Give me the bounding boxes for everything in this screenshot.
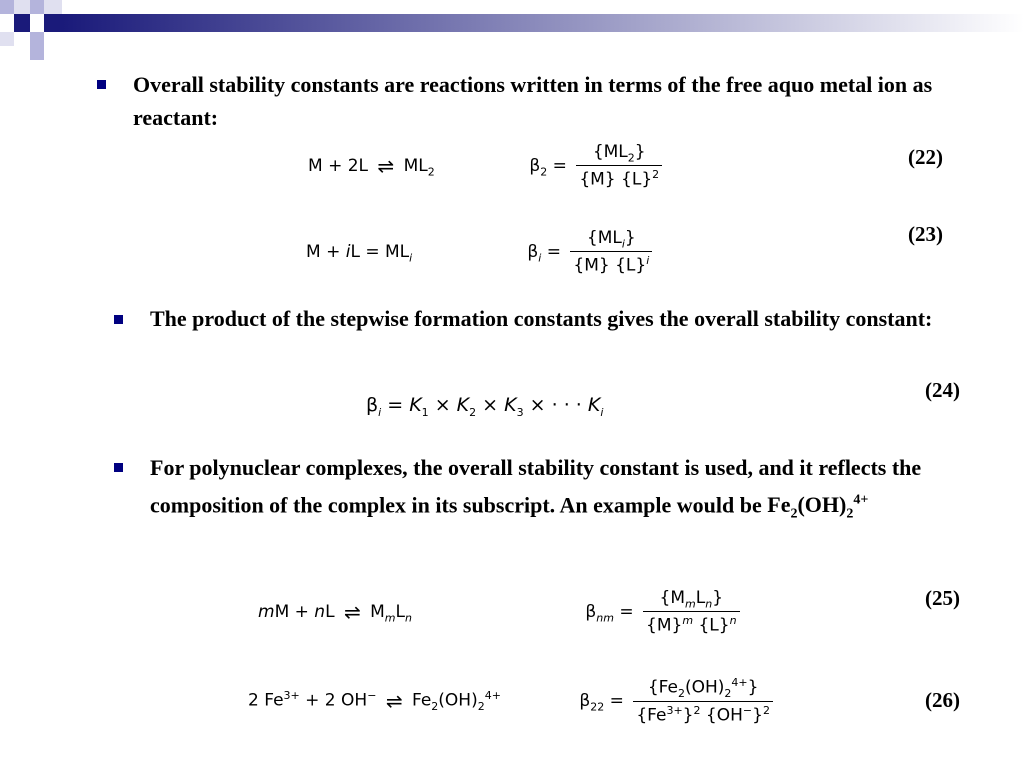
equation-23 <box>306 228 652 276</box>
deco-square <box>30 46 44 60</box>
header-gradient-bar <box>62 14 1024 32</box>
bullet-text-polynuclear-body: For polynuclear complexes, the overall stability constant is used, and it reflects the composition of the complex in its subscript. An example would be <box>150 455 922 518</box>
equation-number-24: (24) <box>925 378 960 402</box>
bullet-text-polynuclear <box>150 451 980 531</box>
equation-number-26: (26) <box>925 688 960 712</box>
equation-25 <box>258 588 740 636</box>
deco-square <box>0 32 14 46</box>
header-decoration <box>0 0 1024 60</box>
deco-square <box>14 14 30 32</box>
deco-square <box>0 0 14 14</box>
equation-24: $\beta_i = K_1 \times K_2 \times K_3$ × · · · $K_i$ <box>366 394 604 419</box>
bullet-text-overall-stability: Overall stability constants are reactions written in terms of the free aquo metal ion as reactant: <box>133 72 933 130</box>
example-formula: $Fe_2(OH)_2^{4+}$ <box>767 492 869 522</box>
equation-number-22: (22) <box>908 145 943 169</box>
eq25-fraction: $\frac{\{M_mL_n\}}{\{M\}^m \{L\}^n}$ <box>643 588 740 636</box>
deco-square <box>44 14 62 32</box>
equation-number-25: (25) <box>925 586 960 610</box>
eq26-fraction: $\frac{\{Fe_2(OH)_2^{4+}\}}{\{Fe^{3+}\}^2 \{OH^-\}^2}$ <box>633 676 773 726</box>
deco-square <box>30 14 44 32</box>
eq22-reaction: M + 2L ⇌ $ML_2$ <box>308 154 435 179</box>
bullet-marker <box>114 463 123 472</box>
bullet-marker <box>114 315 123 324</box>
deco-square <box>44 0 62 14</box>
equation-26 <box>248 676 773 726</box>
eq25-beta: $\beta_{nm}$ = <box>585 602 634 625</box>
eq26-reaction: 2 $Fe^{3+} + 2$ OH− ⇌ $Fe_2(OH)_2^{4+}$ <box>248 688 501 714</box>
bullet-marker <box>97 80 106 89</box>
bullet-text-product-stepwise: The product of the stepwise formation constants gives the overall stability constant: <box>150 306 933 331</box>
equation-number-23: (23) <box>908 222 943 246</box>
eq23-reaction: M + iL = $ML_i$ <box>306 242 413 265</box>
eq26-beta: $\beta_{22}$ = <box>579 690 624 714</box>
eq23-fraction: $\frac{\{ML_i\}}{\{M\} \{L\}^i}$ <box>570 228 652 276</box>
eq23-beta: $\beta_i$ = <box>527 242 561 265</box>
deco-square <box>14 0 30 14</box>
eq25-reaction: mM + nL ⇌ $M_mL_n$ <box>258 600 412 625</box>
deco-square <box>30 32 44 46</box>
equation-22 <box>308 142 662 190</box>
eq22-beta: $\beta_2$ = <box>529 156 567 179</box>
deco-square <box>30 0 44 14</box>
eq22-fraction: $\frac{\{ML_2\}}{\{M\} \{L\}^2}$ <box>576 142 662 190</box>
